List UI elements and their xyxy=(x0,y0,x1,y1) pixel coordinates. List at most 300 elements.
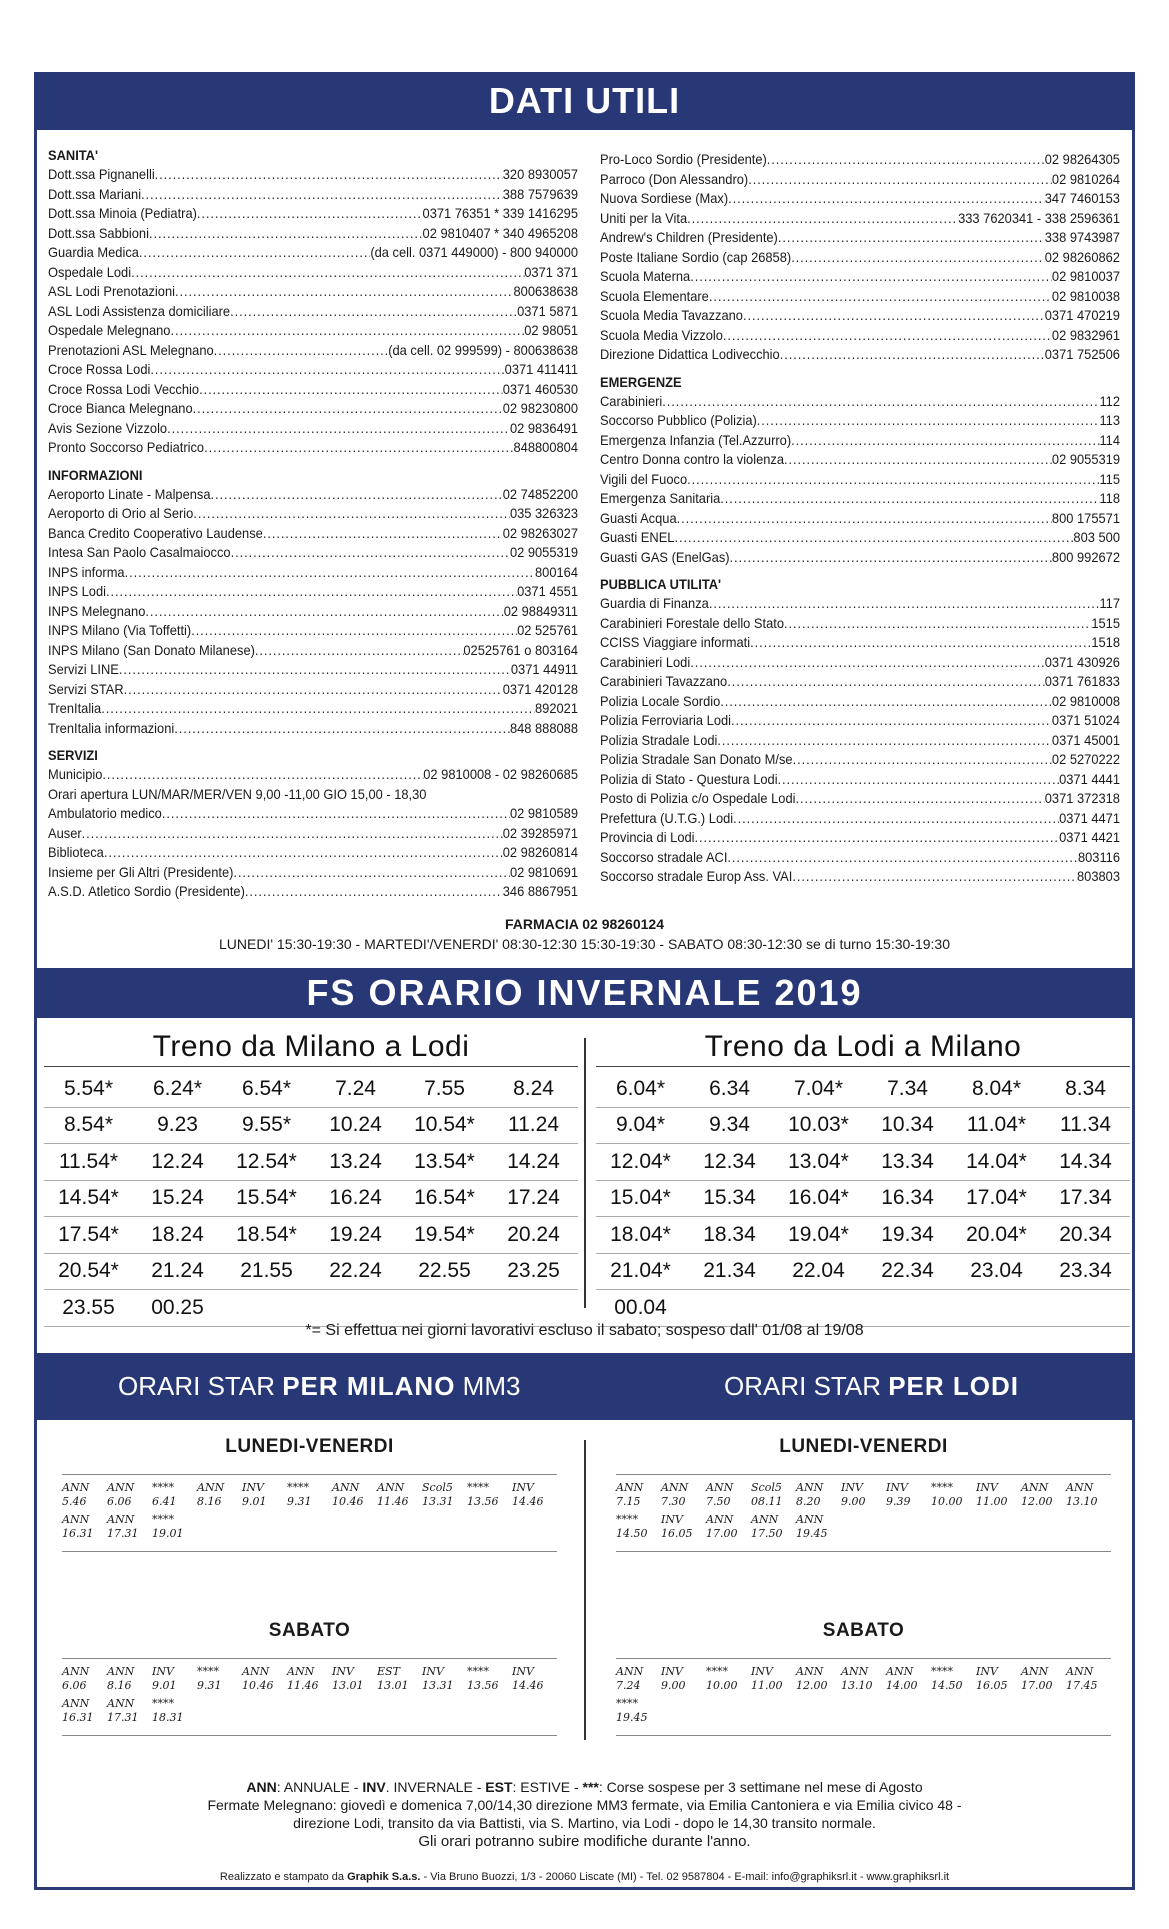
saturday-label: SABATO xyxy=(822,1620,905,1641)
entry-number: 114 xyxy=(1099,431,1120,448)
entry-name: Aeroporto Linate - Malpensa xyxy=(48,485,211,502)
star-title-pre: ORARI STAR xyxy=(724,1371,889,1401)
legend-text: : ANNUALE - xyxy=(276,1779,363,1795)
star-type: ANN xyxy=(796,1513,824,1526)
departure-time: 13.54* xyxy=(400,1144,489,1181)
star-departure xyxy=(422,1481,467,1509)
entry-number: 02 98260862 xyxy=(1044,248,1120,265)
dot-leader xyxy=(690,267,1052,287)
star-departure xyxy=(107,1513,152,1541)
departure-time: 5.54* xyxy=(44,1071,133,1107)
entry-name: Polizia di Stato - Questura Lodi xyxy=(600,770,778,787)
dati-utili-header xyxy=(34,72,1135,130)
directory-entry xyxy=(600,633,1120,653)
star-time: 19.45 xyxy=(616,1711,648,1724)
dot-leader xyxy=(748,170,1052,190)
directory-entry xyxy=(600,150,1120,170)
star-type: ANN xyxy=(107,1697,135,1710)
directory-entry xyxy=(600,711,1120,731)
departure-time: 17.34 xyxy=(1041,1180,1130,1217)
directory-entry xyxy=(48,563,578,583)
directory-entry xyxy=(600,287,1120,307)
entry-number: 02 98849311 xyxy=(503,602,578,619)
departure-time: 21.55 xyxy=(222,1253,311,1290)
star-departure xyxy=(62,1665,107,1693)
departure-time: 23.55 xyxy=(44,1290,133,1327)
directory-entry xyxy=(48,785,578,805)
star-type: ANN xyxy=(796,1481,824,1494)
entry-number: 800164 xyxy=(535,563,578,580)
entry-number: 115 xyxy=(1099,470,1120,487)
entry-name: Soccorso stradale ACI xyxy=(600,848,728,865)
departure-time: 13.24 xyxy=(311,1144,400,1181)
star-title-post: MM3 xyxy=(455,1371,521,1401)
entry-number: 02 98051 xyxy=(524,322,578,338)
legend-stars: *** xyxy=(582,1779,599,1795)
star-departure xyxy=(931,1665,976,1693)
entry-name: Croce Bianca Melegnano xyxy=(48,400,193,416)
star-departure xyxy=(661,1513,706,1541)
entry-name: Servizi STAR xyxy=(48,680,124,697)
departure-time: 11.04* xyxy=(952,1107,1041,1144)
star-time: 9.31 xyxy=(287,1495,312,1508)
entry-number: 0371 44911 xyxy=(510,661,578,677)
dot-leader xyxy=(104,843,503,863)
star-type: ANN xyxy=(616,1481,644,1494)
directory-entry xyxy=(48,543,578,563)
footer xyxy=(34,1871,1135,1883)
timetable-divider xyxy=(584,1038,586,1308)
entry-name: INPS Melegnano xyxy=(48,602,146,619)
departure-time xyxy=(400,1290,489,1327)
entry-number: 02 98260814 xyxy=(502,844,578,860)
directory-entry xyxy=(48,263,578,283)
star-time: 12.00 xyxy=(1021,1495,1053,1508)
star-departure xyxy=(1021,1665,1066,1693)
dot-leader xyxy=(141,185,503,205)
entry-name: Intesa San Paolo Casalmaiocco xyxy=(48,544,231,560)
star-time: 13.01 xyxy=(377,1679,409,1692)
departure-time: 20.04* xyxy=(952,1217,1041,1254)
star-time: 19.45 xyxy=(796,1527,828,1540)
star-departure xyxy=(751,1481,796,1509)
directory-entry xyxy=(48,204,578,224)
directory-entry xyxy=(600,326,1120,346)
dot-leader xyxy=(139,243,370,263)
legend-text: : ESTIVE - xyxy=(512,1779,583,1795)
directory-entry xyxy=(48,185,578,205)
star-departure xyxy=(197,1481,242,1509)
star-schedule xyxy=(62,1474,557,1552)
departure-time: 19.54* xyxy=(400,1217,489,1254)
legend-inv: INV xyxy=(362,1779,386,1795)
star-time: 17.31 xyxy=(107,1527,139,1540)
departure-time: 14.54* xyxy=(44,1180,133,1217)
legend-est: EST xyxy=(485,1779,513,1795)
star-type: **** xyxy=(706,1665,728,1678)
star-time: 16.05 xyxy=(661,1527,693,1540)
dot-leader xyxy=(791,248,1045,268)
star-type: ANN xyxy=(1066,1665,1094,1678)
entry-number: 02 9810691 xyxy=(509,863,578,880)
dot-leader xyxy=(750,633,1091,653)
star-time: 13.31 xyxy=(422,1679,454,1692)
departure-time: 7.24 xyxy=(311,1071,400,1107)
star-type: ANN xyxy=(332,1481,360,1494)
star-type: INV xyxy=(152,1665,174,1678)
directory-entry xyxy=(48,321,578,341)
directory-entry xyxy=(48,282,578,302)
entry-number: 0371 470219 xyxy=(1044,307,1120,323)
departure-time: 8.04* xyxy=(952,1071,1041,1107)
departure-time: 22.34 xyxy=(863,1253,952,1290)
star-time: 11.46 xyxy=(287,1679,319,1692)
star-departure xyxy=(616,1513,661,1541)
entry-name: Provincia di Lodi xyxy=(600,829,695,845)
entry-name: Carabinieri xyxy=(600,392,663,409)
star-departure xyxy=(242,1481,287,1509)
timetable-row xyxy=(596,1180,1130,1217)
entry-name: Centro Donna contro la violenza xyxy=(600,451,785,467)
dot-leader xyxy=(795,789,1044,809)
star-time: 13.10 xyxy=(841,1679,873,1692)
entry-number: (da cell. 0371 449000) - 800 940000 xyxy=(370,244,578,260)
directory-entry xyxy=(48,360,578,380)
timetable-row xyxy=(44,1290,578,1327)
star-time: 9.31 xyxy=(197,1679,222,1692)
entry-name: Pro-Loco Sordio (Presidente) xyxy=(600,151,767,167)
timetable-row xyxy=(44,1071,578,1107)
departure-time: 16.34 xyxy=(863,1180,952,1217)
dot-leader xyxy=(792,867,1077,887)
star-departure xyxy=(242,1665,287,1693)
entry-number: 02 9810008 xyxy=(1051,692,1120,709)
departure-time xyxy=(863,1290,952,1327)
entry-number: 338 9743987 xyxy=(1044,229,1120,245)
entry-name: Andrew's Children (Presidente) xyxy=(600,229,778,245)
entry-number: 0371 76351 * 339 1416295 xyxy=(422,205,578,221)
star-departure xyxy=(706,1481,751,1509)
timetable-row xyxy=(596,1144,1130,1181)
departure-time: 12.34 xyxy=(685,1144,774,1181)
star-type: ANN xyxy=(796,1665,824,1678)
entry-number: 02 9810038 xyxy=(1051,287,1120,304)
directory-entry xyxy=(48,804,578,824)
dot-leader xyxy=(784,450,1052,470)
star-type: Scol5 xyxy=(751,1481,782,1494)
star-time: 7.24 xyxy=(616,1679,641,1692)
star-departure xyxy=(1066,1481,1111,1509)
entry-name: Scuola Materna xyxy=(600,268,691,284)
departure-time: 9.04* xyxy=(596,1107,685,1144)
star-type: ANN xyxy=(886,1665,914,1678)
timetable-grid xyxy=(44,1071,578,1327)
entry-number: 1518 xyxy=(1091,634,1120,650)
entry-number: 02 98230800 xyxy=(502,400,578,416)
entry-number: 333 7620341 - 338 2596361 xyxy=(958,209,1120,226)
star-departure xyxy=(287,1481,332,1509)
dot-leader xyxy=(170,321,524,341)
star-departure xyxy=(422,1665,467,1693)
directory-entry xyxy=(600,809,1120,829)
entry-name: Parroco (Don Alessandro) xyxy=(600,170,749,187)
section-heading: EMERGENZE xyxy=(600,373,682,390)
star-departure xyxy=(616,1697,661,1725)
directory-entry xyxy=(600,450,1120,470)
dot-leader xyxy=(730,548,1052,568)
star-departure xyxy=(377,1481,422,1509)
directory-entry xyxy=(600,431,1120,451)
directory-entry xyxy=(600,867,1120,887)
entry-name: Aeroporto di Orio al Serio xyxy=(48,505,194,521)
star-type: **** xyxy=(197,1665,219,1678)
star-type: ANN xyxy=(62,1481,90,1494)
timetable-lodi-milano xyxy=(596,1030,1130,1327)
entry-number: 112 xyxy=(1099,392,1120,409)
departure-time: 11.24 xyxy=(489,1107,578,1144)
directory-entry xyxy=(600,692,1120,712)
departure-time: 13.34 xyxy=(863,1144,952,1181)
directory-entry xyxy=(48,680,578,700)
entry-name: Uniti per la Vita xyxy=(600,209,688,226)
dot-leader xyxy=(193,399,503,419)
directory-entry xyxy=(48,380,578,400)
star-departure xyxy=(62,1513,107,1541)
star-type: ANN xyxy=(377,1481,405,1494)
departure-time: 15.34 xyxy=(685,1180,774,1217)
dot-leader xyxy=(767,150,1045,170)
timetable-title: Treno da Lodi a Milano xyxy=(596,1030,1130,1067)
star-type: **** xyxy=(931,1481,953,1494)
star-type: INV xyxy=(661,1513,683,1526)
star-milano-weekday xyxy=(62,1436,557,1552)
star-type: ANN xyxy=(1021,1481,1049,1494)
entry-name: Auser xyxy=(48,824,82,841)
entry-name: Scuola Media Tavazzano xyxy=(600,307,743,323)
star-type: ANN xyxy=(706,1513,734,1526)
departure-time xyxy=(1041,1290,1130,1327)
directory-entry xyxy=(600,548,1120,568)
timetable-row xyxy=(596,1107,1130,1144)
entry-name: Prefettura (U.T.G.) Lodi xyxy=(600,809,734,826)
directory-entry xyxy=(600,170,1120,190)
entry-number: 803 500 xyxy=(1073,529,1120,545)
dot-leader xyxy=(124,680,503,700)
dot-leader xyxy=(757,411,1100,431)
directory-entry xyxy=(600,228,1120,248)
dot-leader xyxy=(743,306,1045,326)
star-departure xyxy=(62,1481,107,1509)
footer-company: Graphik S.a.s. xyxy=(347,1871,421,1883)
star-title-bold: PER MILANO xyxy=(282,1371,456,1401)
entry-number: 02 9055319 xyxy=(509,544,578,560)
departure-time: 17.24 xyxy=(489,1180,578,1217)
star-departure xyxy=(751,1665,796,1693)
star-type: INV xyxy=(242,1481,264,1494)
star-departure xyxy=(706,1513,751,1541)
dot-leader xyxy=(731,711,1052,731)
entry-number: 02 9832961 xyxy=(1051,326,1120,343)
directory-entry xyxy=(48,641,578,661)
timetable-row xyxy=(44,1253,578,1290)
star-time: 17.00 xyxy=(706,1527,738,1540)
entry-number: 02 9810589 xyxy=(509,805,578,821)
directory-entry xyxy=(48,882,578,902)
entry-number: 800 992672 xyxy=(1051,548,1120,565)
directory-entry xyxy=(600,828,1120,848)
directory-entry xyxy=(48,302,578,322)
entry-number: 0371 372318 xyxy=(1044,790,1120,806)
departure-time xyxy=(774,1290,863,1327)
star-lodi-saturday xyxy=(616,1620,1111,1736)
dot-leader xyxy=(727,848,1078,868)
directory-entry xyxy=(48,504,578,524)
entry-name: Ospedale Lodi xyxy=(48,263,132,280)
entry-name: TrenItalia xyxy=(48,700,102,716)
dot-leader xyxy=(728,189,1045,209)
star-departure xyxy=(616,1481,661,1509)
star-schedule xyxy=(616,1474,1111,1552)
star-departure xyxy=(931,1481,976,1509)
entry-number: 800 175571 xyxy=(1051,509,1120,526)
entry-name: Poste Italiane Sordio (cap 26858) xyxy=(600,248,792,265)
departure-time: 21.24 xyxy=(133,1253,222,1290)
timetable-row xyxy=(44,1217,578,1254)
entry-name: Emergenza Infanzia (Tel.Azzurro) xyxy=(600,431,792,448)
timetable-row xyxy=(44,1144,578,1181)
star-type: **** xyxy=(467,1665,489,1678)
dot-leader xyxy=(727,672,1045,692)
star-time: 5.46 xyxy=(62,1495,87,1508)
dot-leader xyxy=(193,504,510,524)
entry-name: A.S.D. Atletico Sordio (Presidente) xyxy=(48,883,245,899)
star-departure xyxy=(886,1481,931,1509)
dot-leader xyxy=(723,326,1052,346)
departure-time: 16.54* xyxy=(400,1180,489,1217)
directory-entry xyxy=(48,863,578,883)
directory-entry xyxy=(600,411,1120,431)
star-time: 14.00 xyxy=(886,1679,918,1692)
star-departure xyxy=(976,1665,1021,1693)
entry-name: Nuova Sordiese (Max) xyxy=(600,190,729,206)
entry-number: 02 5270222 xyxy=(1051,751,1120,767)
star-time: 14.46 xyxy=(512,1679,544,1692)
star-departure xyxy=(1021,1481,1066,1509)
departure-time: 18.34 xyxy=(685,1217,774,1254)
directory-entry xyxy=(600,672,1120,692)
star-type: **** xyxy=(152,1481,174,1494)
dot-leader xyxy=(255,641,463,661)
entry-name: CCISS Viaggiare informati xyxy=(600,634,751,650)
directory-entry xyxy=(600,306,1120,326)
dot-leader xyxy=(720,692,1052,712)
timetable-milano-lodi xyxy=(44,1030,578,1327)
departure-time: 18.54* xyxy=(222,1217,311,1254)
star-time: 14.50 xyxy=(931,1679,963,1692)
entry-name: Polizia Stradale San Donato M/se xyxy=(600,751,793,767)
dot-leader xyxy=(150,360,504,380)
entry-number: 02 9836491 xyxy=(509,419,578,436)
star-time: 9.00 xyxy=(841,1495,866,1508)
star-type: **** xyxy=(467,1481,489,1494)
star-time: 9.00 xyxy=(661,1679,686,1692)
departure-time: 7.34 xyxy=(863,1071,952,1107)
farmacia-hours: LUNEDI' 15:30-19:30 - MARTEDI'/VENERDI' 08:30-12:30 15:30-19:30 - SABATO 08:30-12:30 se di turno 15:30-19:30 xyxy=(219,936,950,952)
section-heading: SANITA' xyxy=(48,147,99,163)
departure-time: 22.24 xyxy=(311,1253,400,1290)
dot-leader xyxy=(174,719,510,739)
entry-name: Soccorso Pubblico (Polizia) xyxy=(600,412,757,428)
directory-entry xyxy=(600,209,1120,229)
star-departure xyxy=(332,1665,377,1693)
entry-name: Dott.ssa Minoia (Pediatra) xyxy=(48,205,197,221)
entry-name: Guasti GAS (EnelGas) xyxy=(600,548,730,565)
star-time: 6.06 xyxy=(107,1495,132,1508)
directory-entry xyxy=(600,614,1120,634)
star-departure xyxy=(796,1665,841,1693)
star-time: 8.20 xyxy=(796,1495,821,1508)
entry-number: 1515 xyxy=(1091,614,1120,631)
star-type: INV xyxy=(422,1665,444,1678)
entry-number: 800638638 xyxy=(513,283,578,299)
farmacia-title: FARMACIA 02 98260124 xyxy=(504,916,664,932)
star-type: **** xyxy=(616,1513,638,1526)
departure-time: 9.34 xyxy=(685,1107,774,1144)
star-time: 10.46 xyxy=(242,1679,274,1692)
dot-leader xyxy=(733,809,1059,829)
entry-number: 117 xyxy=(1099,595,1120,611)
dot-leader xyxy=(106,582,517,602)
entry-name: Direzione Didattica Lodivecchio xyxy=(600,346,780,362)
entry-number: 0371 4551 xyxy=(517,583,578,599)
entry-number: 02 9810008 - 02 98260685 xyxy=(423,766,578,782)
star-time: 11.00 xyxy=(751,1679,783,1692)
departure-time: 17.54* xyxy=(44,1217,133,1254)
fs-note: *= Si effettua nei giorni lavorativi escluso il sabato; sospeso dall' 01/08 al 19/08 xyxy=(305,1322,864,1339)
entry-number: 848800804 xyxy=(513,439,578,455)
entry-number: 803803 xyxy=(1077,868,1120,884)
directory-entry xyxy=(48,165,578,185)
directory-entry xyxy=(600,248,1120,268)
directory-entry xyxy=(48,824,578,844)
entry-number: 02 9810264 xyxy=(1051,170,1120,187)
entry-number: 02525761 o 803164 xyxy=(463,641,578,658)
entry-number: 035 326323 xyxy=(509,505,578,521)
departure-time: 10.03* xyxy=(774,1107,863,1144)
departure-time xyxy=(311,1290,400,1327)
departure-time: 15.54* xyxy=(222,1180,311,1217)
saturday-label: SABATO xyxy=(268,1620,351,1641)
departure-time: 22.55 xyxy=(400,1253,489,1290)
star-type: ANN xyxy=(661,1481,689,1494)
departure-time xyxy=(685,1290,774,1327)
entry-name: Avis Sezione Vizzolo xyxy=(48,419,168,436)
star-type: **** xyxy=(152,1513,174,1526)
directory-left-column xyxy=(48,146,578,902)
departure-time: 8.54* xyxy=(44,1107,133,1144)
entry-number: 0371 430926 xyxy=(1044,653,1120,670)
directory-entry xyxy=(48,843,578,863)
timetable-row xyxy=(44,1180,578,1217)
star-type: ANN xyxy=(287,1665,315,1678)
star-departure xyxy=(616,1665,661,1693)
directory-right-column xyxy=(600,150,1120,887)
dot-leader xyxy=(662,392,1099,412)
star-type: Scol5 xyxy=(422,1481,453,1494)
star-time: 17.45 xyxy=(1066,1679,1098,1692)
timetable-grid xyxy=(596,1071,1130,1327)
star-type: ANN xyxy=(197,1481,225,1494)
